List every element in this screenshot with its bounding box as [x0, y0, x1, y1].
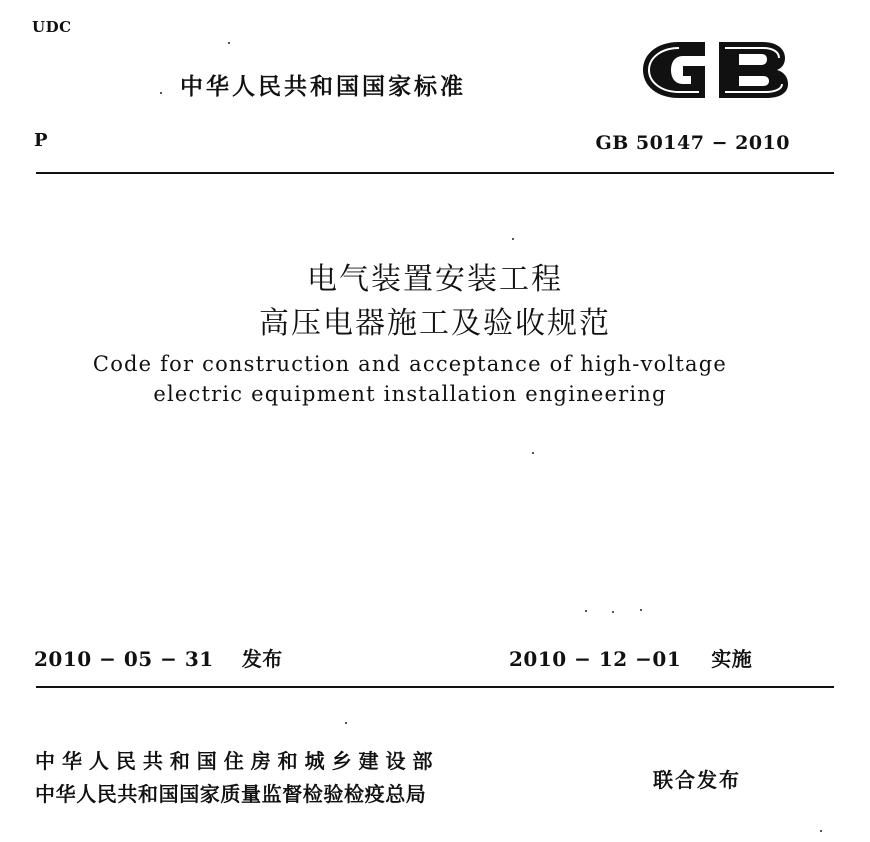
effective-date — [509, 643, 752, 672]
issuer-org-2: 中华人民共和国国家质量监督检验检疫总局 — [35, 782, 427, 806]
scan-speck — [512, 238, 514, 240]
bottom-divider — [36, 686, 834, 688]
scan-speck — [820, 830, 822, 832]
scan-speck — [585, 610, 587, 612]
standard-number: GB 50147 − 2010 — [595, 132, 790, 154]
scan-speck — [345, 722, 347, 724]
title-cn-line2: 高压电器施工及验收规范 — [259, 306, 611, 341]
scan-speck — [228, 42, 230, 44]
scan-speck — [160, 92, 162, 94]
scan-speck — [612, 611, 614, 613]
scan-speck — [640, 609, 642, 611]
title-en-line2: electric equipment installation engineering — [153, 382, 667, 406]
classification-code: P — [34, 130, 48, 151]
title-en-line1: Code for construction and acceptance of high-voltage — [92, 352, 728, 376]
standard-type-heading: 中华人民共和国国家标准 — [180, 74, 466, 100]
issue-date-value: 2010 − 05 − 31 — [34, 647, 214, 671]
issue-date — [34, 643, 283, 672]
joint-issue-label: 联合发布 — [653, 768, 741, 792]
scan-speck — [532, 452, 534, 454]
effective-label: 实施 — [711, 647, 753, 671]
top-divider — [36, 172, 834, 174]
gb-logo-icon — [635, 38, 795, 102]
issuer-org-1: 中 华 人 民 共 和 国 住 房 和 城 乡 建 设 部 — [35, 749, 433, 773]
udc-label: UDC — [32, 18, 72, 36]
title-cn-line1: 电气装置安装工程 — [307, 262, 563, 297]
effective-date-value: 2010 − 12 −01 — [509, 647, 682, 671]
issue-label: 发布 — [241, 647, 283, 671]
